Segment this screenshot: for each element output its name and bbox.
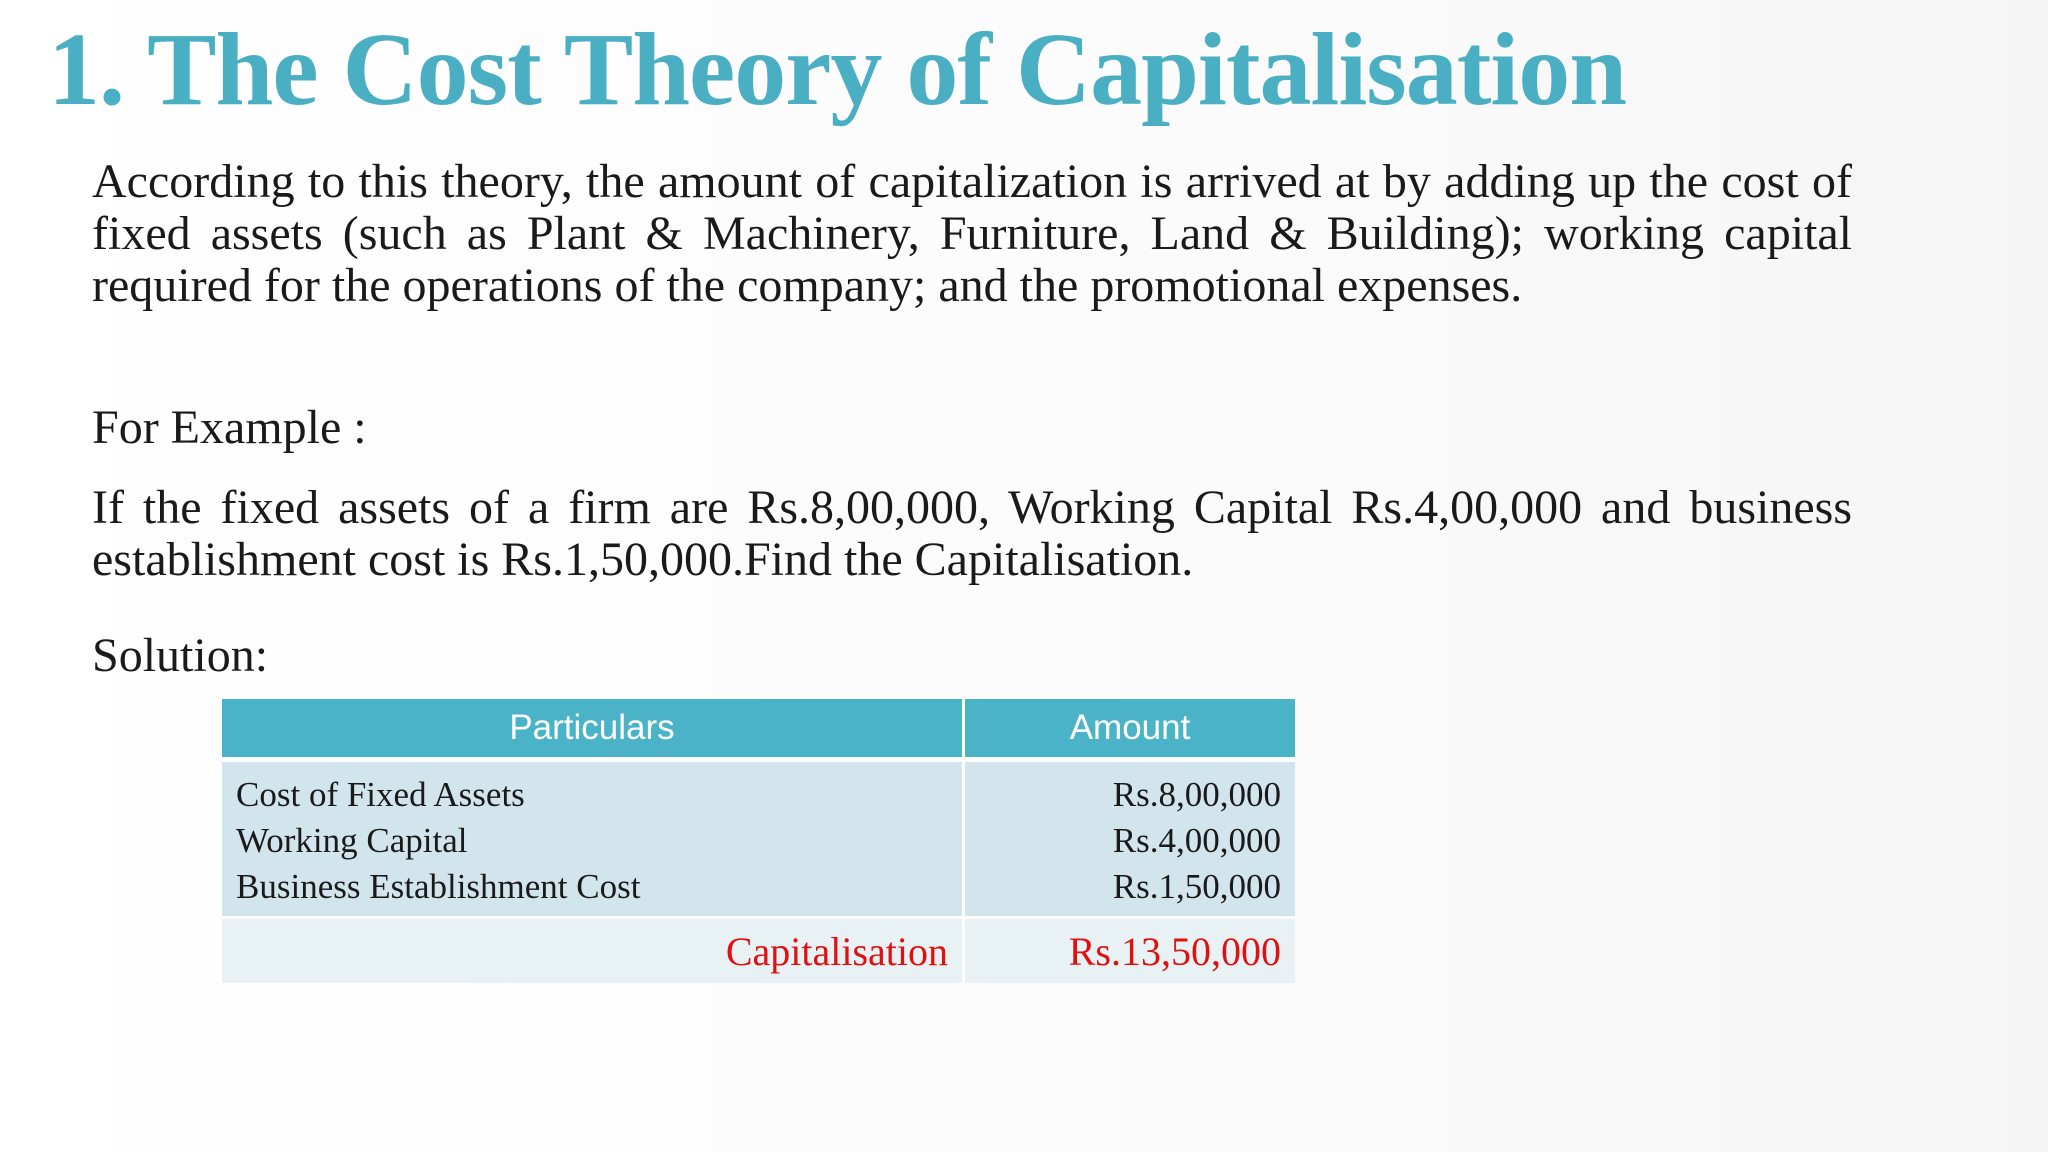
- particulars-cell: [222, 760, 964, 918]
- total-label: Capitalisation: [222, 918, 964, 984]
- table-header-row: [222, 699, 1295, 760]
- theory-paragraph: According to this theory, the amount of capitalization is arrived at by adding up the cost of fixed assets (such as Plant & Machinery, Furniture, Land & Building); working capital required for the operations of the company; and the promotional expenses.: [92, 155, 1852, 312]
- solution-heading: Solution:: [92, 629, 269, 682]
- solution-table: [222, 699, 1295, 983]
- total-amount: Rs.13,50,000: [964, 918, 1296, 984]
- particular-establishment-cost: Business Establishment Cost: [236, 867, 641, 906]
- header-particulars: Particulars: [222, 699, 964, 760]
- amounts-cell: [964, 760, 1296, 918]
- particular-fixed-assets: Cost of Fixed Assets: [236, 775, 525, 814]
- amount-working-capital: Rs.4,00,000: [1112, 821, 1281, 860]
- header-amount: Amount: [964, 699, 1296, 760]
- amount-establishment-cost: Rs.1,50,000: [1112, 867, 1281, 906]
- total-row: [222, 918, 1295, 984]
- particular-working-capital: Working Capital: [236, 821, 468, 860]
- slide-title: 1. The Cost Theory of Capitalisation: [48, 12, 1627, 127]
- example-heading: For Example :: [92, 401, 367, 454]
- amount-fixed-assets: Rs.8,00,000: [1112, 775, 1281, 814]
- example-paragraph: If the fixed assets of a firm are Rs.8,00,000, Working Capital Rs.4,00,000 and business establishment cost is Rs.1,50,000.Find the Capitalisation.: [92, 481, 1852, 586]
- table-row: [222, 760, 1295, 918]
